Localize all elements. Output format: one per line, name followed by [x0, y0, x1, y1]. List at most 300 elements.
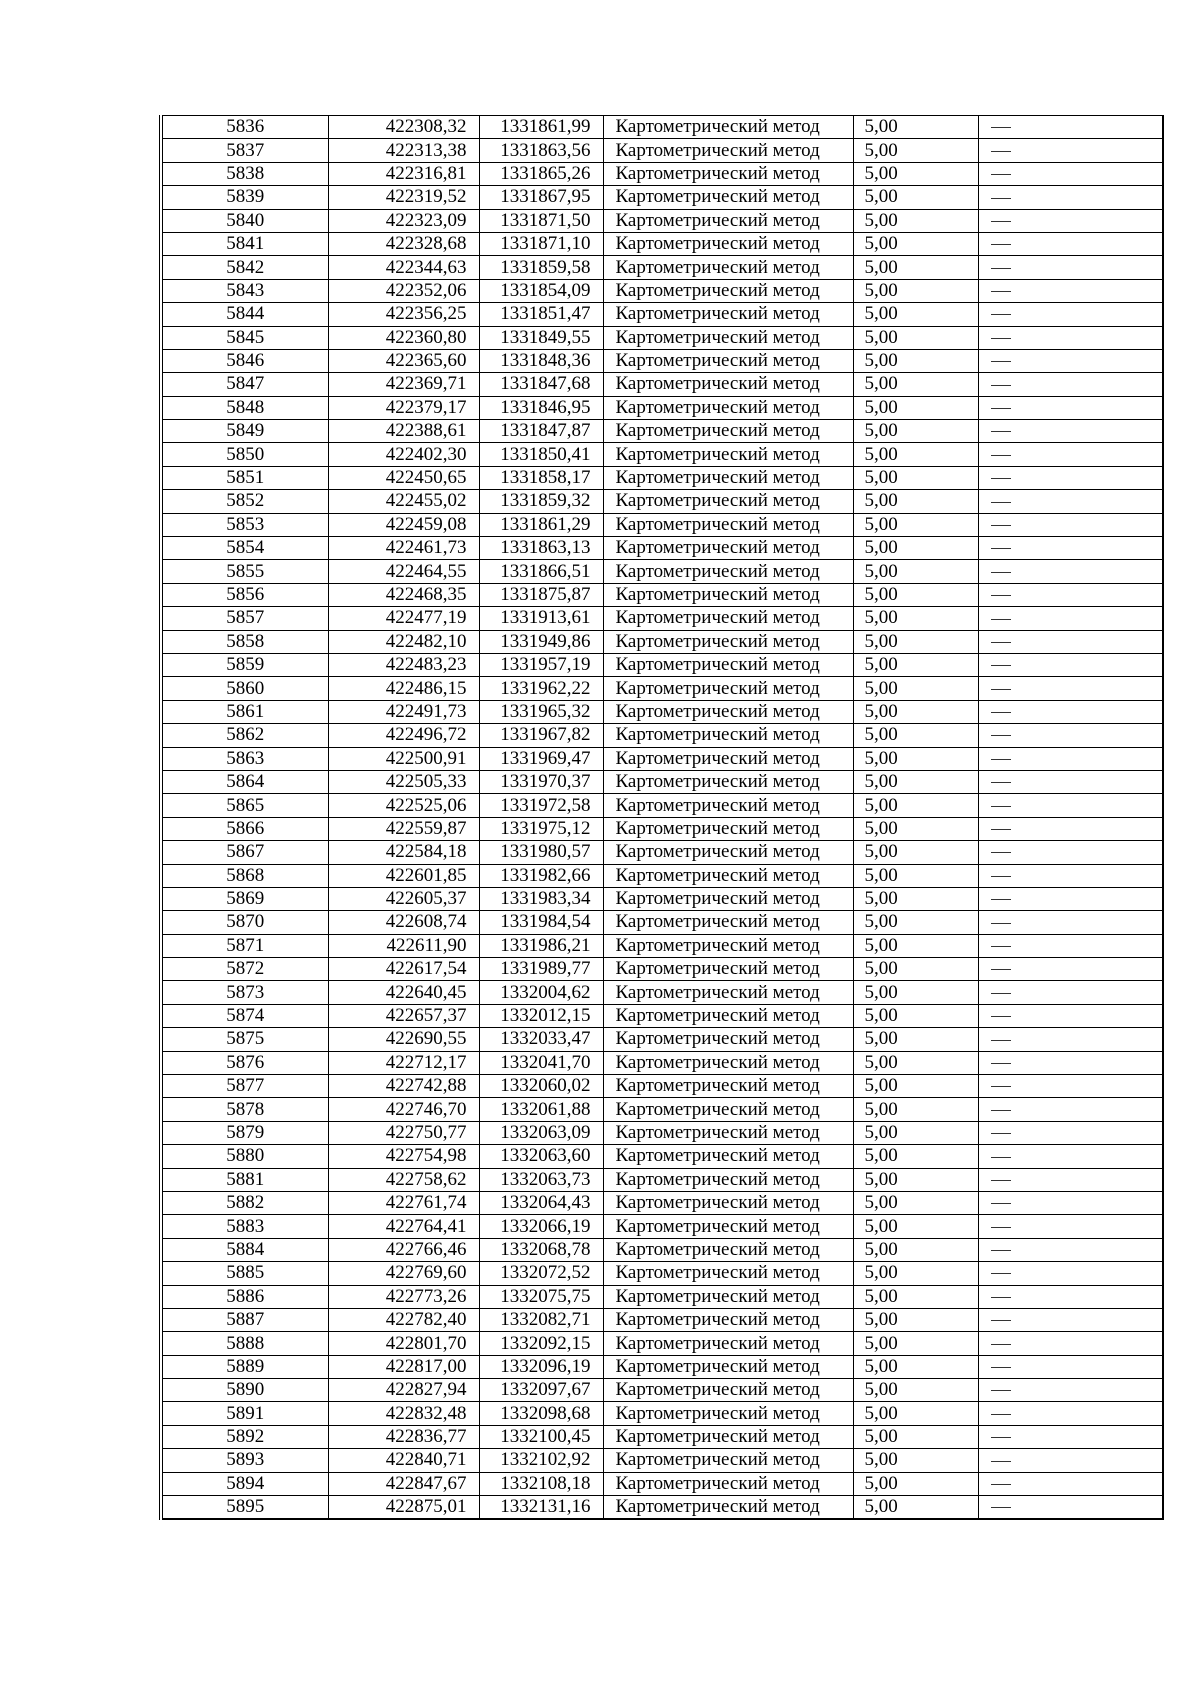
x-coordinate-cell: 422766,46 [328, 1238, 479, 1261]
dash-mark [991, 1040, 1011, 1041]
method-cell: Картометрический метод [603, 466, 853, 489]
precision-cell: 5,00 [853, 1191, 978, 1214]
y-coordinate-cell: 1332082,71 [479, 1308, 603, 1331]
y-coordinate-cell: 1331965,32 [479, 700, 603, 723]
table-row [161, 1496, 1163, 1519]
precision-cell: 5,00 [853, 373, 978, 396]
x-coordinate-cell: 422369,71 [328, 373, 479, 396]
method-cell: Картометрический метод [603, 1355, 853, 1378]
dash-mark [991, 829, 1011, 830]
precision-cell: 5,00 [853, 1496, 978, 1519]
dash-mark [991, 665, 1011, 666]
dash-mark [991, 923, 1011, 924]
point-number-cell: 5845 [161, 326, 328, 349]
description-cell [978, 1191, 1163, 1214]
method-cell: Картометрический метод [603, 583, 853, 606]
dash-mark [991, 993, 1011, 994]
precision-cell: 5,00 [853, 1449, 978, 1472]
precision-cell: 5,00 [853, 887, 978, 910]
precision-cell: 5,00 [853, 1004, 978, 1027]
method-cell: Картометрический метод [603, 162, 853, 185]
table-row [161, 1168, 1163, 1191]
point-number-cell: 5864 [161, 770, 328, 793]
point-number-cell: 5869 [161, 887, 328, 910]
method-cell: Картометрический метод [603, 349, 853, 372]
y-coordinate-cell: 1331865,26 [479, 162, 603, 185]
dash-mark [991, 385, 1011, 386]
method-cell: Картометрический метод [603, 1051, 853, 1074]
x-coordinate-cell: 422388,61 [328, 420, 479, 443]
method-cell: Картометрический метод [603, 1285, 853, 1308]
table-row [161, 513, 1163, 536]
point-number-cell: 5838 [161, 162, 328, 185]
point-number-cell: 5851 [161, 466, 328, 489]
precision-cell: 5,00 [853, 911, 978, 934]
point-number-cell: 5884 [161, 1238, 328, 1261]
y-coordinate-cell: 1331867,95 [479, 186, 603, 209]
point-number-cell: 5840 [161, 209, 328, 232]
y-coordinate-cell: 1331851,47 [479, 303, 603, 326]
dash-mark [991, 1250, 1011, 1251]
point-number-cell: 5860 [161, 677, 328, 700]
x-coordinate-cell: 422875,01 [328, 1496, 479, 1519]
x-coordinate-cell: 422617,54 [328, 958, 479, 981]
y-coordinate-cell: 1331967,82 [479, 724, 603, 747]
dash-mark [991, 1297, 1011, 1298]
table-row [161, 139, 1163, 162]
precision-cell: 5,00 [853, 1238, 978, 1261]
point-number-cell: 5859 [161, 653, 328, 676]
x-coordinate-cell: 422559,87 [328, 817, 479, 840]
method-cell: Картометрический метод [603, 396, 853, 419]
method-cell: Картометрический метод [603, 607, 853, 630]
precision-cell: 5,00 [853, 1098, 978, 1121]
precision-cell: 5,00 [853, 1168, 978, 1191]
precision-cell: 5,00 [853, 256, 978, 279]
method-cell: Картометрический метод [603, 1238, 853, 1261]
dash-mark [991, 1414, 1011, 1415]
y-coordinate-cell: 1332100,45 [479, 1425, 603, 1448]
table-row [161, 1191, 1163, 1214]
dash-mark [991, 1437, 1011, 1438]
dash-mark [991, 1086, 1011, 1087]
y-coordinate-cell: 1331962,22 [479, 677, 603, 700]
precision-cell: 5,00 [853, 864, 978, 887]
precision-cell: 5,00 [853, 958, 978, 981]
precision-cell: 5,00 [853, 349, 978, 372]
table-row [161, 1308, 1163, 1331]
method-cell: Картометрический метод [603, 209, 853, 232]
precision-cell: 5,00 [853, 303, 978, 326]
x-coordinate-cell: 422754,98 [328, 1145, 479, 1168]
dash-mark [991, 782, 1011, 783]
y-coordinate-cell: 1332041,70 [479, 1051, 603, 1074]
dash-mark [991, 291, 1011, 292]
method-cell: Картометрический метод [603, 911, 853, 934]
dash-mark [991, 1273, 1011, 1274]
precision-cell: 5,00 [853, 1332, 978, 1355]
table-row [161, 1285, 1163, 1308]
dash-mark [991, 1203, 1011, 1204]
table-row [161, 326, 1163, 349]
precision-cell: 5,00 [853, 560, 978, 583]
description-cell [978, 1098, 1163, 1121]
description-cell [978, 747, 1163, 770]
y-coordinate-cell: 1332064,43 [479, 1191, 603, 1214]
x-coordinate-cell: 422352,06 [328, 279, 479, 302]
description-cell [978, 607, 1163, 630]
description-cell [978, 958, 1163, 981]
point-number-cell: 5875 [161, 1028, 328, 1051]
dash-mark [991, 1227, 1011, 1228]
point-number-cell: 5891 [161, 1402, 328, 1425]
x-coordinate-cell: 422611,90 [328, 934, 479, 957]
method-cell: Картометрический метод [603, 794, 853, 817]
description-cell [978, 1449, 1163, 1472]
point-number-cell: 5885 [161, 1262, 328, 1285]
table-row [161, 373, 1163, 396]
description-cell [978, 1472, 1163, 1495]
table-row [161, 1051, 1163, 1074]
method-cell: Картометрический метод [603, 303, 853, 326]
dash-mark [991, 759, 1011, 760]
table-row [161, 256, 1163, 279]
method-cell: Картометрический метод [603, 279, 853, 302]
method-cell: Картометрический метод [603, 1332, 853, 1355]
point-number-cell: 5867 [161, 841, 328, 864]
precision-cell: 5,00 [853, 537, 978, 560]
point-number-cell: 5839 [161, 186, 328, 209]
x-coordinate-cell: 422657,37 [328, 1004, 479, 1027]
dash-mark [991, 595, 1011, 596]
description-cell [978, 1004, 1163, 1027]
method-cell: Картометрический метод [603, 1262, 853, 1285]
description-cell [978, 700, 1163, 723]
dash-mark [991, 127, 1011, 128]
y-coordinate-cell: 1332061,88 [479, 1098, 603, 1121]
method-cell: Картометрический метод [603, 1308, 853, 1331]
precision-cell: 5,00 [853, 747, 978, 770]
method-cell: Картометрический метод [603, 373, 853, 396]
method-cell: Картометрический метод [603, 139, 853, 162]
dash-mark [991, 619, 1011, 620]
description-cell [978, 420, 1163, 443]
precision-cell: 5,00 [853, 677, 978, 700]
y-coordinate-cell: 1331983,34 [479, 887, 603, 910]
dash-mark [991, 525, 1011, 526]
point-number-cell: 5846 [161, 349, 328, 372]
method-cell: Картометрический метод [603, 1449, 853, 1472]
precision-cell: 5,00 [853, 1051, 978, 1074]
point-number-cell: 5853 [161, 513, 328, 536]
dash-mark [991, 876, 1011, 877]
point-number-cell: 5883 [161, 1215, 328, 1238]
y-coordinate-cell: 1331854,09 [479, 279, 603, 302]
table-row [161, 1075, 1163, 1098]
point-number-cell: 5877 [161, 1075, 328, 1098]
point-number-cell: 5861 [161, 700, 328, 723]
point-number-cell: 5872 [161, 958, 328, 981]
table-row [161, 186, 1163, 209]
point-number-cell: 5895 [161, 1496, 328, 1519]
x-coordinate-cell: 422360,80 [328, 326, 479, 349]
table-row [161, 747, 1163, 770]
description-cell [978, 162, 1163, 185]
point-number-cell: 5852 [161, 490, 328, 513]
point-number-cell: 5844 [161, 303, 328, 326]
description-cell [978, 490, 1163, 513]
description-cell [978, 1215, 1163, 1238]
x-coordinate-cell: 422773,26 [328, 1285, 479, 1308]
y-coordinate-cell: 1331949,86 [479, 630, 603, 653]
table-row [161, 232, 1163, 255]
y-coordinate-cell: 1331969,47 [479, 747, 603, 770]
point-number-cell: 5843 [161, 279, 328, 302]
table-row [161, 490, 1163, 513]
dash-mark [991, 712, 1011, 713]
method-cell: Картометрический метод [603, 677, 853, 700]
dash-mark [991, 1016, 1011, 1017]
precision-cell: 5,00 [853, 1075, 978, 1098]
table-row [161, 887, 1163, 910]
x-coordinate-cell: 422525,06 [328, 794, 479, 817]
y-coordinate-cell: 1331982,66 [479, 864, 603, 887]
table-row [161, 1402, 1163, 1425]
y-coordinate-cell: 1331957,19 [479, 653, 603, 676]
x-coordinate-cell: 422344,63 [328, 256, 479, 279]
x-coordinate-cell: 422483,23 [328, 653, 479, 676]
point-number-cell: 5866 [161, 817, 328, 840]
point-number-cell: 5876 [161, 1051, 328, 1074]
method-cell: Картометрический метод [603, 981, 853, 1004]
x-coordinate-cell: 422746,70 [328, 1098, 479, 1121]
precision-cell: 5,00 [853, 513, 978, 536]
dash-mark [991, 338, 1011, 339]
x-coordinate-cell: 422836,77 [328, 1425, 479, 1448]
x-coordinate-cell: 422761,74 [328, 1191, 479, 1214]
precision-cell: 5,00 [853, 583, 978, 606]
point-number-cell: 5874 [161, 1004, 328, 1027]
x-coordinate-cell: 422640,45 [328, 981, 479, 1004]
y-coordinate-cell: 1331875,87 [479, 583, 603, 606]
point-number-cell: 5856 [161, 583, 328, 606]
method-cell: Картометрический метод [603, 1379, 853, 1402]
point-number-cell: 5868 [161, 864, 328, 887]
precision-cell: 5,00 [853, 1472, 978, 1495]
table-body [161, 116, 1163, 1519]
y-coordinate-cell: 1332102,92 [479, 1449, 603, 1472]
y-coordinate-cell: 1332066,19 [479, 1215, 603, 1238]
table-row [161, 981, 1163, 1004]
x-coordinate-cell: 422847,67 [328, 1472, 479, 1495]
table-row [161, 1425, 1163, 1448]
y-coordinate-cell: 1332092,15 [479, 1332, 603, 1355]
dash-mark [991, 1367, 1011, 1368]
y-coordinate-cell: 1331859,32 [479, 490, 603, 513]
dash-mark [991, 314, 1011, 315]
precision-cell: 5,00 [853, 630, 978, 653]
precision-cell: 5,00 [853, 162, 978, 185]
description-cell [978, 794, 1163, 817]
method-cell: Картометрический метод [603, 864, 853, 887]
method-cell: Картометрический метод [603, 817, 853, 840]
description-cell [978, 1262, 1163, 1285]
x-coordinate-cell: 422712,17 [328, 1051, 479, 1074]
precision-cell: 5,00 [853, 981, 978, 1004]
description-cell [978, 1355, 1163, 1378]
table-row [161, 396, 1163, 419]
method-cell: Картометрический метод [603, 724, 853, 747]
precision-cell: 5,00 [853, 279, 978, 302]
description-cell [978, 1285, 1163, 1308]
y-coordinate-cell: 1332096,19 [479, 1355, 603, 1378]
y-coordinate-cell: 1332068,78 [479, 1238, 603, 1261]
description-cell [978, 981, 1163, 1004]
table-row [161, 770, 1163, 793]
table-row [161, 420, 1163, 443]
precision-cell: 5,00 [853, 794, 978, 817]
precision-cell: 5,00 [853, 443, 978, 466]
precision-cell: 5,00 [853, 934, 978, 957]
point-number-cell: 5892 [161, 1425, 328, 1448]
y-coordinate-cell: 1331913,61 [479, 607, 603, 630]
precision-cell: 5,00 [853, 420, 978, 443]
description-cell [978, 326, 1163, 349]
y-coordinate-cell: 1331859,58 [479, 256, 603, 279]
description-cell [978, 724, 1163, 747]
description-cell [978, 677, 1163, 700]
table-row [161, 653, 1163, 676]
description-cell [978, 349, 1163, 372]
description-cell [978, 1425, 1163, 1448]
table-row [161, 583, 1163, 606]
method-cell: Картометрический метод [603, 841, 853, 864]
x-coordinate-cell: 422817,00 [328, 1355, 479, 1378]
description-cell [978, 466, 1163, 489]
method-cell: Картометрический метод [603, 186, 853, 209]
table-row [161, 1004, 1163, 1027]
method-cell: Картометрический метод [603, 1028, 853, 1051]
y-coordinate-cell: 1331846,95 [479, 396, 603, 419]
method-cell: Картометрический метод [603, 1191, 853, 1214]
description-cell [978, 186, 1163, 209]
table-row [161, 1028, 1163, 1051]
table-row [161, 700, 1163, 723]
description-cell [978, 139, 1163, 162]
x-coordinate-cell: 422459,08 [328, 513, 479, 536]
table-row [161, 958, 1163, 981]
dash-mark [991, 431, 1011, 432]
precision-cell: 5,00 [853, 186, 978, 209]
method-cell: Картометрический метод [603, 630, 853, 653]
x-coordinate-cell: 422450,65 [328, 466, 479, 489]
precision-cell: 5,00 [853, 700, 978, 723]
point-number-cell: 5836 [161, 116, 328, 139]
dash-mark [991, 221, 1011, 222]
description-cell [978, 583, 1163, 606]
method-cell: Картометрический метод [603, 560, 853, 583]
y-coordinate-cell: 1332004,62 [479, 981, 603, 1004]
table-row [161, 1355, 1163, 1378]
method-cell: Картометрический метод [603, 490, 853, 513]
method-cell: Картометрический метод [603, 1168, 853, 1191]
point-number-cell: 5854 [161, 537, 328, 560]
method-cell: Картометрический метод [603, 420, 853, 443]
table-row [161, 817, 1163, 840]
description-cell [978, 116, 1163, 139]
description-cell [978, 1168, 1163, 1191]
dash-mark [991, 408, 1011, 409]
precision-cell: 5,00 [853, 1308, 978, 1331]
description-cell [978, 443, 1163, 466]
point-number-cell: 5871 [161, 934, 328, 957]
point-number-cell: 5873 [161, 981, 328, 1004]
dash-mark [991, 455, 1011, 456]
x-coordinate-cell: 422758,62 [328, 1168, 479, 1191]
y-coordinate-cell: 1331863,13 [479, 537, 603, 560]
method-cell: Картометрический метод [603, 537, 853, 560]
point-number-cell: 5855 [161, 560, 328, 583]
method-cell: Картометрический метод [603, 1425, 853, 1448]
y-coordinate-cell: 1332033,47 [479, 1028, 603, 1051]
y-coordinate-cell: 1332075,75 [479, 1285, 603, 1308]
table-row [161, 934, 1163, 957]
x-coordinate-cell: 422584,18 [328, 841, 479, 864]
x-coordinate-cell: 422402,30 [328, 443, 479, 466]
description-cell [978, 864, 1163, 887]
coordinates-table [159, 115, 1164, 1520]
x-coordinate-cell: 422742,88 [328, 1075, 479, 1098]
point-number-cell: 5879 [161, 1121, 328, 1144]
table-row [161, 1238, 1163, 1261]
x-coordinate-cell: 422316,81 [328, 162, 479, 185]
precision-cell: 5,00 [853, 817, 978, 840]
precision-cell: 5,00 [853, 396, 978, 419]
method-cell: Картометрический метод [603, 958, 853, 981]
table-row [161, 677, 1163, 700]
precision-cell: 5,00 [853, 1028, 978, 1051]
y-coordinate-cell: 1332063,73 [479, 1168, 603, 1191]
precision-cell: 5,00 [853, 841, 978, 864]
dash-mark [991, 572, 1011, 573]
precision-cell: 5,00 [853, 232, 978, 255]
description-cell [978, 1028, 1163, 1051]
method-cell: Картометрический метод [603, 770, 853, 793]
dash-mark [991, 151, 1011, 152]
description-cell [978, 303, 1163, 326]
point-number-cell: 5862 [161, 724, 328, 747]
y-coordinate-cell: 1331970,37 [479, 770, 603, 793]
description-cell [978, 817, 1163, 840]
point-number-cell: 5857 [161, 607, 328, 630]
dash-mark [991, 689, 1011, 690]
method-cell: Картометрический метод [603, 1402, 853, 1425]
table-row [161, 209, 1163, 232]
point-number-cell: 5880 [161, 1145, 328, 1168]
method-cell: Картометрический метод [603, 1075, 853, 1098]
point-number-cell: 5837 [161, 139, 328, 162]
point-number-cell: 5841 [161, 232, 328, 255]
description-cell [978, 513, 1163, 536]
y-coordinate-cell: 1331849,55 [479, 326, 603, 349]
x-coordinate-cell: 422601,85 [328, 864, 479, 887]
precision-cell: 5,00 [853, 1285, 978, 1308]
description-cell [978, 934, 1163, 957]
description-cell [978, 630, 1163, 653]
description-cell [978, 653, 1163, 676]
x-coordinate-cell: 422605,37 [328, 887, 479, 910]
y-coordinate-cell: 1331861,99 [479, 116, 603, 139]
